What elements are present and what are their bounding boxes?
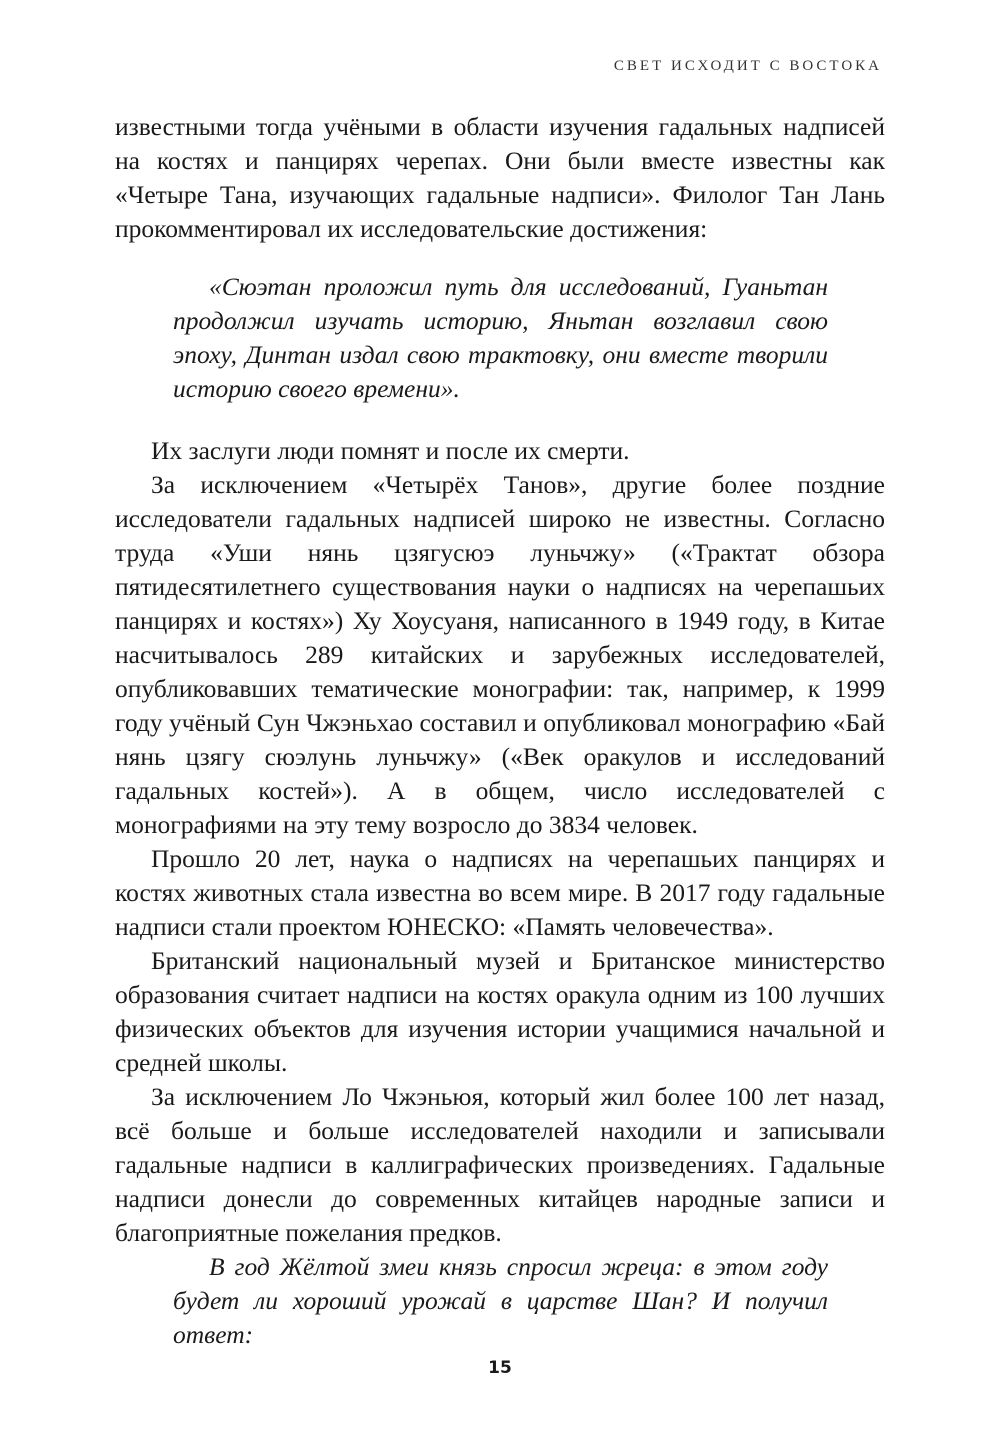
paragraph: За исключением «Четырёх Танов», другие более поздние исследователи гадальных надписей широко не известны. Согласно труда «Уши нянь цзягусюэ луньчжу» («Трактат обзора пятидесятилетнего существования науки о надписях на черепашьих панцирях и костях») Ху Хоусуаня, написанного в 1949 году, в Китае насчитывалось 289 китайских и зарубежных исследователей, опубликовавших тематические монографии: так, например, к 1999 году учёный Сун Чжэньхао составил и опубликовал монографию «Бай нянь цзягу сюэлунь луньчжу» («Век оракулов и исследований гадальных костей»). А в общем, число исследователей с монографиями на эту тему возросло до 3834 человек. xyxy=(115,470,885,839)
paragraph: известными тогда учёными в области изучения гадальных надписей на костях и панцирях черепах. Они были вместе известны как «Четыре Тана, изучающих гадальные надписи». Филолог Тан Лань прокомментировал их исследовательские достижения: xyxy=(115,112,885,243)
body-text-top xyxy=(115,110,885,246)
paragraph: Британский национальный музей и Британское министерство образования считает надписи на костях оракула одним из 100 лучших физических объектов для изучения истории учащимися начальной и средней школы. xyxy=(115,946,885,1077)
blockquote: «Сюэтан проложил путь для исследований, Гуаньтан продолжил изучать историю, Яньтан возглавил свою эпоху, Динтан издал свою трактовку, они вместе творили историю своего времени». xyxy=(173,272,828,403)
paragraph: Прошло 20 лет, наука о надписях на черепашьих панцирях и костях животных стала известна во всем мире. В 2017 году гадальные надписи стали проектом ЮНЕСКО: «Память человечества». xyxy=(115,844,885,941)
body-text-main xyxy=(115,434,885,1250)
running-header: СВЕТ ИСХОДИТ С ВОСТОКА xyxy=(613,58,882,74)
paragraph: За исключением Ло Чжэньюя, который жил более 100 лет назад, всё больше и больше исследователей находили и записывали гадальные надписи в каллиграфических произведениях. Гадальные надписи донесли до современных китайцев народные записи и благоприятные пожелания предков. xyxy=(115,1082,885,1247)
page-number: 15 xyxy=(488,1358,512,1378)
closing-quote: В год Жёлтой змеи князь спросил жреца: в этом году будет ли хороший урожай в царстве Шан? И получил ответ: xyxy=(173,1252,828,1349)
paragraph: Их заслуги люди помнят и после их смерти. xyxy=(151,436,630,465)
